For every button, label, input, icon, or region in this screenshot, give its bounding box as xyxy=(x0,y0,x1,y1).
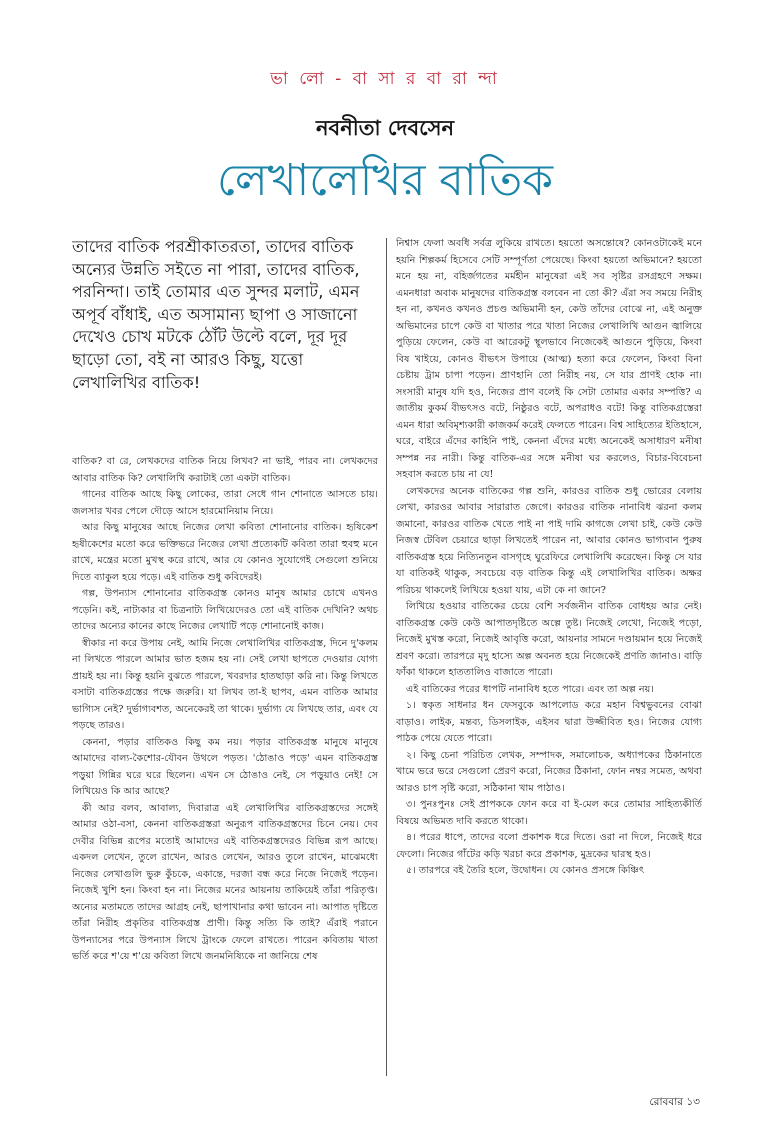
paragraph: এই বাতিকের পরের ধাপটি নানাবিধ হতে পারে। এবং তা অল্প নয়। xyxy=(406,683,654,695)
list-item: ৫। তারপরে বই তৈরি হলে, উদ্বোধন। যে কোনও প্রসঙ্গে কিঞ্চিৎ xyxy=(406,865,645,876)
paragraph: গানের বাতিক আছে কিছু লোকের, তারা সেধে গান শোনাতে আসতে চায়। জলসার খবর পেলে দৌড়ে আসে হারমোনিয়াম নিয়ে। xyxy=(72,489,378,517)
paragraph: নিশ্বাস ফেলা অবধি সর্বত্র লুকিয়ে রাখতে। হয়তো অসন্তোষে? কোনওটাকেই মনে হয়নি শিল্পকর্ম হিসেবে সেটি সম্পূর্ণতা পেয়েছে। কিংবা হয়তো অভিমানে? হয়তো মনে হয় না, বহির্জগতের মর্মহীন মানুষেরা এই সব সৃষ্টির রসগ্রহণে সক্ষম। এমনধারা অবাক মানুষদের বাতিকগ্রস্ত বলবেন না তো কী? এঁরা সব সময়ে নিরীহ হন না, কখনও কখনও প্রচণ্ড অভিমানী হন, কেউ তাঁদের বোঝে না, এই অনুক্ত অভিমানের চাপে কেউ বা খাতার পরে খাতা নিজের লেখালিখি আগুন জ্বালিয়ে পুড়িয়ে ফেলেন, কেউ বা আরেকটু স্থূলভাবে নিজেকেই আগুনে পুড়িয়ে, কিংবা বিষ খাইয়ে, কোনও বীভৎস উপায়ে (আত্ম) হত্যা করে ফেলেন, কিংবা বিনা চেষ্টায় ট্রাম চাপা পড়েন। প্রাণহানি তো নিরীহ নয়, সে যার প্রাণই হোক না। সংসারী মানুষ যদি হও, নিজের প্রাণ বলেই কি সেটা তোমার একার সম্পত্তি? এ জাতীয় কুকর্ম বীভৎসও বটে, নিষ্ঠুরও বটে, অপরাধও বটে! কিন্তু বাতিকগ্রস্তেরা এমন ধারা অবিমৃশ্যকারী কাজকর্ম করেই ফেলতে পারেন। বিশ্ব সাহিত্যের ইতিহাসে, ঘরে, বাইরে এঁদের কাহিনি পাই, কেননা এঁদের মধ্যে অনেকেই অসাধারণ মনীষা সম্পন্ন নর নারী। কিন্তু বাতিক-এর সঙ্গে মনীষা ঘর করলেও, বিচার-বিবেচনা সহবাস করতে চায় না যে! xyxy=(396,238,702,480)
author-name: নবনীতা দেবসেন xyxy=(315,116,454,140)
pull-quote: তাদের বাতিক পরশ্রীকাতরতা, তাদের বাতিক অন্যের উন্নতি সইতে না পারা, তাদের বাতিক, পরনিন্দা। তাই তোমার এত সুন্দর মলাট, এমন অপূর্ব বাঁধাই, এত অসামান্য ছাপা ও সাজানো দেখেও চোখ মটকে ঠোঁট উল্টে বলে, দূর দূর ছাড়ো তো, বই না আরও কিছু, যত্তো লেখালিখির বাতিক! xyxy=(72,237,360,392)
right-column xyxy=(396,236,702,1078)
list-item: ৪। পরের ধাপে, তাদের বলো প্রকাশক ধরে দিতে। ওরা না দিলে, নিজেই ধরে ফেলো। নিজের গাঁটের কড়ি খরচা করে প্রকাশক, মুদ্রকের দ্বারস্থ হও। xyxy=(396,832,702,860)
list-item: ২। কিছু চেনা পরিচিত লেখক, সম্পাদক, সমালোচক, অধ্যাপকের ঠিকানাতে খামে ভরে ভরে সেগুলো প্রেরণ করো, নিজের ঠিকানা, ফোন নম্বর সমেত, অথবা আরও চাপ সৃষ্টি করো, সঠিকানা খাম পাঠাও। xyxy=(396,749,702,794)
article-title: লেখালেখির বাতিক xyxy=(216,155,554,206)
paragraph: স্বীকার না করে উপায় নেই, আমি নিজে লেখালিখির বাতিকগ্রস্ত, দিনে দু'কলম না লিখতে পারলে আমার ভাত হজম হয় না। সেই লেখা ছাপতে দেওয়ার যোগ্য প্রায়ই হয় না। কিন্তু হয়নি বুঝতে পারলে, খবরদার হাতছাড়া করি না। কিন্তু লিখতে বসাটা বাতিকগ্রস্তের পক্ষে জরুরি। যা লিখব তা-ই ছাপব, এমন বাতিক আমার ভাগ্যিস নেই? দুর্ভাগ্যবশত, অনেকেরই তা থাকে। দুর্ভাগ্য যে লিখছে তার, এবং যে পড়ছে তারও। xyxy=(72,637,378,731)
list-item: ৩। পুনঃপুনঃ সেই প্রাপককে ফোন করে বা ই-মেল করে তোমার সাহিত্যকীর্তি বিষয়ে অভিমত দাবি করতে থাকো। xyxy=(396,799,702,827)
column-divider xyxy=(386,238,387,1076)
paragraph: লিখিয়ে হওয়ার বাতিকের চেয়ে বেশি সর্বজনীন বাতিক বোধহয় আর নেই। বাতিকগ্রস্ত কেউ কেউ আপাতদৃষ্টিতে অল্পে তুষ্ট। নিজেই লেখো, নিজেই পড়ো, নিজেই মুখস্ত করো, নিজেই আবৃত্তি করো, আয়নার সামনে দণ্ডায়মান হয়ে নিজেই শ্রবণ করো। তারপরে মৃদু হাস্যে অল্প অবনত হয়ে নিজেকেই প্রণতি জানাও। বাড়ি ফাঁকা থাকলে হাততালিও বাজাতে পারো। xyxy=(396,601,702,678)
paragraph: কেননা, পড়ার বাতিকও কিছু কম নয়। পড়ার বাতিকগ্রস্ত মানুষে মানুষে আমাদের বাল্য-কৈশোর-যৌবন উথলে পড়ত। 'ঠোঙাও পড়ে' এমন বাতিকগ্রস্ত পড়ুয়া গিন্নির ঘরে ঘরে ছিলেন। এখন সে ঠোঙাও নেই, সে পড়ুয়াও নেই! সে লিখিয়েও কি আর আছে? xyxy=(72,736,378,797)
left-column xyxy=(72,454,378,1078)
paragraph: আর কিছু মানুষের আছে নিজের লেখা কবিতা শোনানোর বাতিক। হৃষিকেশ হৃষীকেশের মতো করে ভক্তিভরে নিজের লেখা প্রত্যেকটি কবিতা তারা হুবহু মনে রাখে, মন্ত্রের মতো মুখস্থ করে রাখে, আর যে কোনও সুযোগেই সেগুলো শুনিয়ে দিতে ব্যাকুল হয়ে পড়ে। এই বাতিক শুধু কবিদেরই। xyxy=(72,522,378,583)
section-label: ভা লো - বা সা র বা রা ন্দা xyxy=(270,69,500,89)
page-footer: রোববার ১৩ xyxy=(649,1096,700,1108)
paragraph: লেখকদের অনেক বাতিকের গল্প শুনি, কারওর বাতিক শুধু ভোরের বেলায় লেখা, কারওর আবার সারারাত জেগে। কারওর বাতিক নানাবিধ ঝরনা কলম জমানো, কারওর বাতিক খেতে পাই না পাই দামি কাগজে লেখা চাই, কেউ কেউ নিজস্ব টেবিল চেয়ারে ছাড়া লিখতেই পারেন না, আবার কোনও ভাগ্যবান পুরুষ বাতিকগ্রস্ত হয়ে নিত্যিনতুন বাসগৃহে ঘুরেফিরে লেখালিখি করেছেন। কিন্তু সে যার যা বাতিকই থাকুক, সবচেয়ে বড় বাতিক কিন্তু এই লেখালিখির বাতিক। অক্ষর পরিচয় থাকলেই লিখিয়ে হওয়া যায়, এটা কে না জানে? xyxy=(396,485,702,596)
paragraph: গল্প, উপন্যাস শোনানোর বাতিকগ্রস্ত কোনও মানুষ আমার চোখে এখনও পড়েনি। কই, নাট্যকার বা চিত্রনাট্য লিখিয়েদেরও তো এই বাতিক দেখিনি? অথচ তাদের অন্যের কানের কাছে নিজের লেখাটি পড়ে শোনানোই কাজ। xyxy=(72,588,378,632)
paragraph: বাতিক? বা রে, লেখকদের বাতিক নিয়ে লিখব? না ভাই, পারব না। লেখকদের আবার বাতিক কি? লেখালিখি করাটাই তো একটা বাতিক। xyxy=(72,456,378,484)
paragraph: কী আর বলব, আবাল্য, দিবারাত্র এই লেখালিখির বাতিকগ্রস্তদের সঙ্গেই আমার ওঠা-বসা, কেননা বাতিকগ্রস্তরা অনুরূপ বাতিকগ্রস্তদের চিনে নেয়। দেব দেবীর বিভিন্ন রূপের মতোই আমাদের এই বাতিকগ্রস্তদেরও বিভিন্ন রূপ আছে। একদল লেখেন, তুলে রাখেন, আরও লেখেন, আরও তুলে রাখেন, মাঝেমধ্যে নিজের লেখাগুলি ভুরু কুঁচকে, একান্তে, দরজা বন্ধ করে নিজে নিজেই পড়েন। নিজেই খুশি হন। কিংবা হন না। নিজের মনের আয়নায় তাকিয়েই তাঁরা পরিতৃপ্ত। অন্যের মতামতে তাদের আগ্রহ নেই, ছাপাখানার কথা ভাবেন না। আপাত দৃষ্টিতে তাঁরা নিরীহ প্রকৃতির বাতিকগ্রস্ত প্রাণী। কিন্তু সত্যি কি তাই? এঁরাই পরানে উপন্যাসের পরে উপন্যাস লিখে ট্রাংকে ফেলে রাখতে। পারেন কবিতায় খাতা ভর্তি করে শ'য়ে শ'য়ে কবিতা লিখে জনমনিষ্যিকে না জানিয়ে শেষ xyxy=(72,802,378,962)
list-item: ১। স্বকৃত সাধনার ধন ফেসবুকে আপলোড করে মহান বিশ্বভুবনের বোঝা বাড়াও। লাইক, মন্তব্য, ডিসলাইক, এইসব দ্বারা উজ্জীবিত হও। নিজের যোগ্য পাঠক পেয়ে যেতে পারো। xyxy=(396,700,702,744)
